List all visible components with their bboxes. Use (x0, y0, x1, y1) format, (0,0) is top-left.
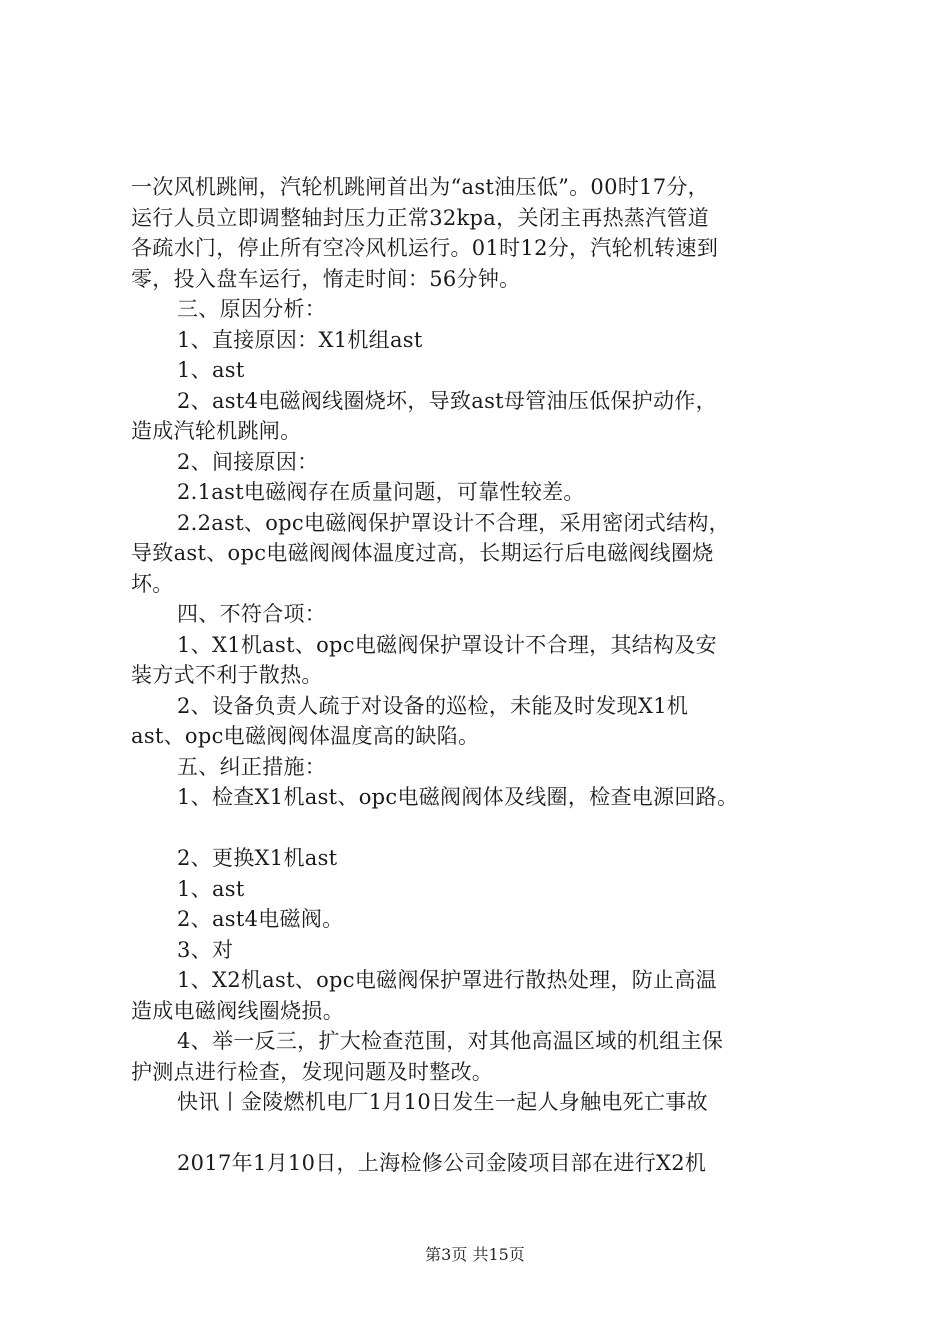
text-line: 1、ast (177, 876, 245, 901)
text-line: 护测点进行检查，发现问题及时整改。 (131, 1059, 494, 1084)
section-heading: 五、纠正措施： (177, 754, 327, 779)
text-line: 1、X1机ast、opc电磁阀保护罩设计不合理，其结构及安 (177, 632, 717, 657)
text-line: 2、设备负责人疏于对设备的巡检，未能及时发现X1机 (177, 693, 689, 718)
text-line: 2.1ast电磁阀存在质量问题，可靠性较差。 (177, 480, 585, 504)
text-line: 1、检查X1机ast、opc电磁阀阀体及线圈，检查电源回路。 (177, 785, 739, 809)
document-body (131, 172, 831, 1179)
blank-line (131, 813, 831, 844)
text-line: 造成电磁阀线圈烧损。 (131, 998, 344, 1023)
text-line: 1、X2机ast、opc电磁阀保护罩进行散热处理，防止高温 (177, 968, 717, 992)
text-line: 2、间接原因： (177, 449, 319, 474)
text-line: 2、更换X1机ast (177, 846, 338, 870)
blank-line (131, 1118, 831, 1149)
text-line: 装方式不利于散热。 (131, 663, 323, 687)
text-line: 造成汽轮机跳闸。 (131, 419, 302, 443)
text-line: 3、对 (177, 937, 234, 962)
text-line: 运行人员立即调整轴封压力正常32kpa，关闭主再热蒸汽管道 (131, 205, 710, 230)
text-line: 1、ast (177, 358, 245, 382)
text-line: 4、举一反三，扩大检查范围，对其他高温区域的机组主保 (177, 1029, 724, 1053)
text-line: 导致ast、opc电磁阀阀体温度过高，长期运行后电磁阀线圈烧 (131, 541, 714, 565)
text-line: 1、直接原因：X1机组ast (177, 327, 423, 352)
text-line: 一次风机跳闸，汽轮机跳闸首出为“ast油压低”。00时17分， (131, 175, 709, 199)
text-line: 零，投入盘车运行，惰走时间：56分钟。 (131, 266, 521, 291)
text-line: 各疏水门，停止所有空冷风机运行。01时12分，汽轮机转速到 (131, 236, 719, 260)
text-line: 坏。 (131, 571, 174, 596)
section-heading: 三、原因分析： (177, 297, 327, 321)
page-number-footer: 第3页 共15页 (425, 1245, 525, 1264)
section-heading: 四、不符合项： (177, 602, 327, 626)
text-line: 2017年1月10日，上海检修公司金陵项目部在进行X2机 (177, 1151, 707, 1175)
text-line: 2、ast4电磁阀。 (177, 907, 344, 931)
text-line: ast、opc电磁阀阀体温度高的缺陷。 (131, 724, 480, 748)
text-line: 2、ast4电磁阀线圈烧坏，导致ast母管油压低保护动作， (177, 388, 717, 413)
text-line: 2.2ast、opc电磁阀保护罩设计不合理，采用密闭式结构， (177, 510, 730, 535)
article-headline: 快讯丨金陵燃机电厂1月10日发生一起人身触电死亡事故 (177, 1090, 708, 1114)
